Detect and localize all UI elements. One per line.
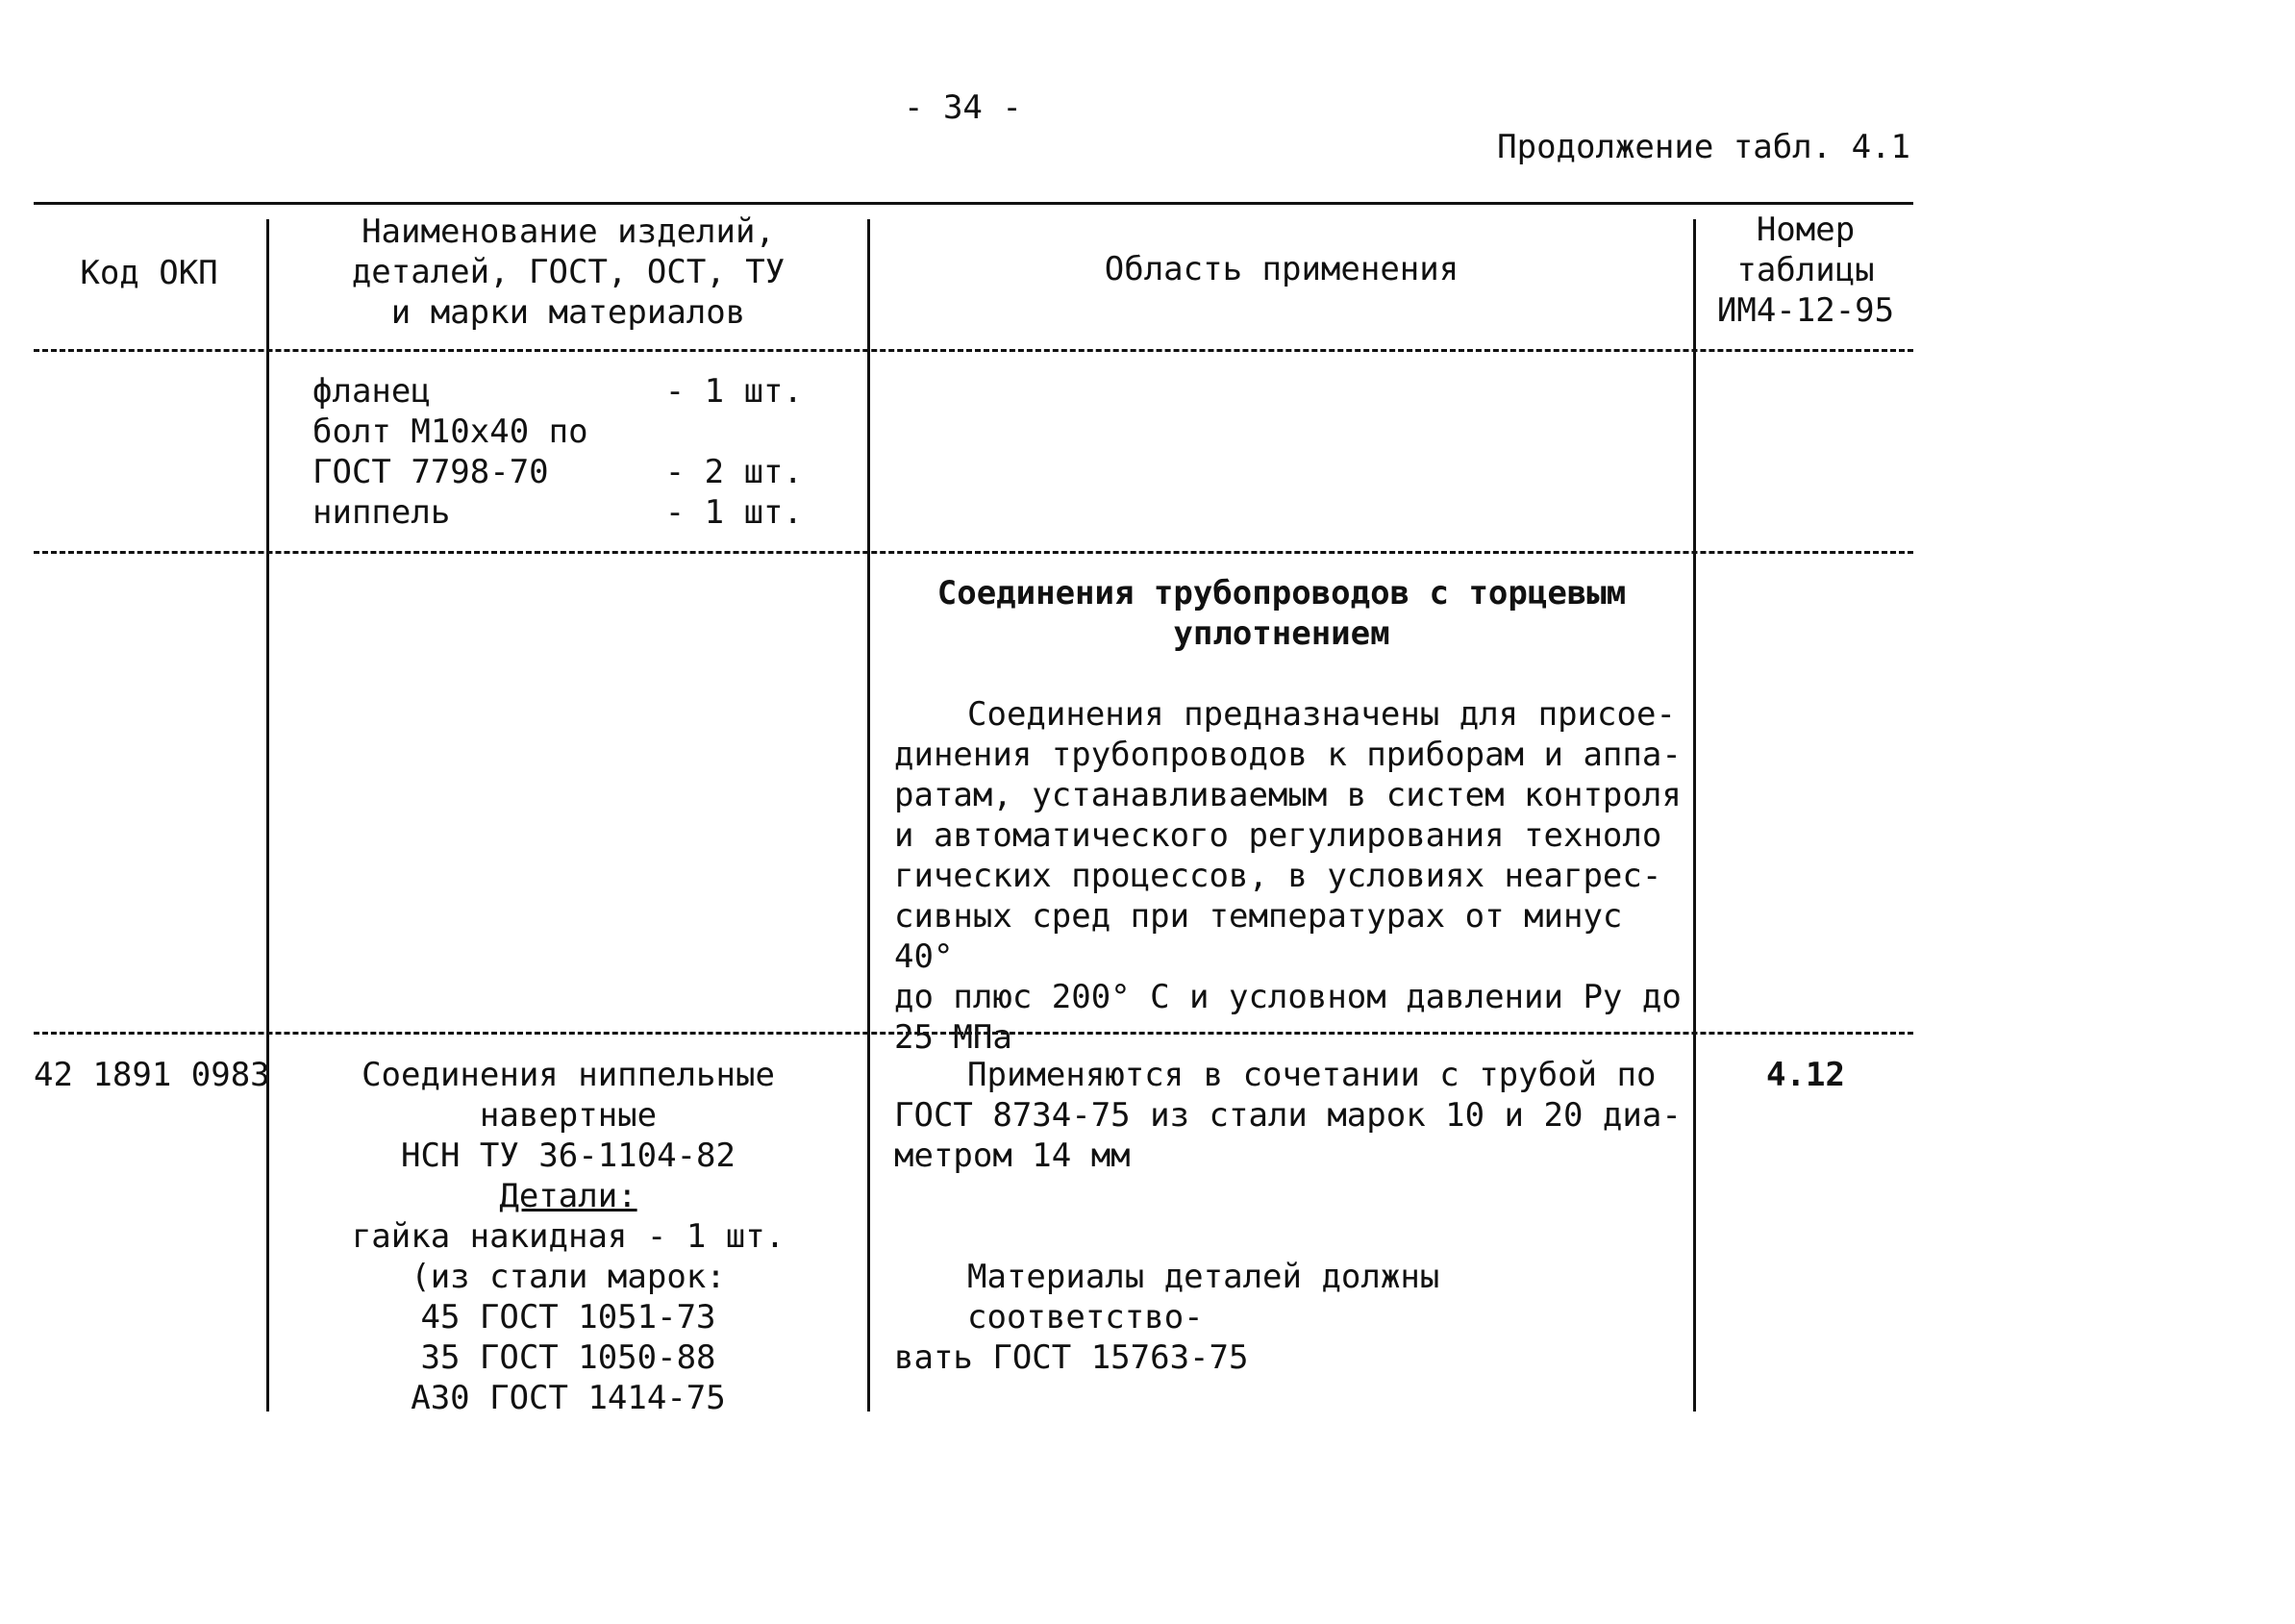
product-name-line: Соединения ниппельные (362, 1056, 775, 1094)
detail-line: (из стали марок: (411, 1258, 726, 1296)
row3-area (894, 1055, 1683, 1176)
part-name: ниппель (312, 493, 451, 532)
description-line: 25 МПа (894, 1018, 1012, 1057)
part-qty: - 1 шт. (664, 493, 803, 532)
part-name: фланец (312, 372, 431, 411)
detail-line: 35 ГОСТ 1050-88 (420, 1338, 716, 1377)
area-line: метром 14 мм (894, 1137, 1131, 1175)
table-continuation-label: Продолжение табл. 4.1 (1497, 128, 1910, 166)
table-top-rule (34, 202, 1913, 205)
part-qty: - 1 шт. (664, 372, 803, 411)
page-number: - 34 - (904, 88, 1022, 127)
row3-name (271, 1055, 865, 1418)
list-item (312, 492, 803, 533)
product-name-line: навертные (479, 1096, 658, 1135)
description-line: сивных сред при температурах от минус 40° (894, 897, 1623, 976)
col-header-name-line: Наименование изделий, (362, 212, 775, 251)
row3-code (34, 1055, 270, 1095)
list-item (312, 412, 803, 452)
details-label: Детали: (499, 1177, 637, 1215)
section-heading (872, 573, 1691, 654)
detail-line: 45 ГОСТ 1051-73 (420, 1298, 716, 1337)
area-line: ГОСТ 8734-75 из стали марок 10 и 20 диа- (894, 1096, 1682, 1135)
part-name: болт М10x40 по (312, 412, 588, 451)
part-qty: - 2 шт. (664, 453, 803, 491)
col-header-name (271, 212, 865, 333)
col-header-code-text: Код ОКП (80, 254, 218, 292)
area-line: Материалы деталей должны соответство- (967, 1258, 1440, 1337)
detail-line: А30 ГОСТ 1414-75 (411, 1379, 726, 1417)
column-divider-1 (266, 219, 269, 1412)
area-line: вать ГОСТ 15763-75 (894, 1338, 1249, 1377)
part-name: ГОСТ 7798-70 (312, 453, 549, 491)
col-header-table-no-line: ИМ4-12-95 (1716, 291, 1895, 330)
detail-line: гайка накидная - 1 шт. (351, 1217, 786, 1256)
section-heading-line: Соединения трубопроводов с торцевым (936, 574, 1627, 612)
col-header-table-no-line: Номер (1756, 211, 1856, 249)
list-item (312, 371, 803, 412)
column-divider-2 (867, 219, 870, 1412)
list-item (312, 452, 803, 492)
description-line: динения трубопроводов к приборам и аппа- (894, 736, 1682, 774)
product-name-line: НСН ТУ 36-1104-82 (401, 1137, 736, 1175)
row1-separator (34, 551, 1913, 554)
col-header-area (872, 249, 1691, 289)
row3-table-no (1698, 1055, 1913, 1095)
section-heading-line: уплотнением (1173, 614, 1390, 653)
area-line: Применяются в сочетании с трубой по (967, 1056, 1657, 1094)
description-line: до плюс 200° С и условном давлении Ру до (894, 978, 1682, 1016)
col-header-area-text: Область применения (1104, 250, 1459, 288)
description-line: ратам, устанавливаемым в систем контроля (894, 776, 1682, 814)
row1-parts-list (312, 371, 803, 533)
col-header-name-line: деталей, ГОСТ, ОСТ, ТУ (351, 253, 786, 291)
description-line: и автоматического регулирования техноло (894, 816, 1662, 855)
header-row-separator (34, 349, 1913, 352)
col-header-code (34, 253, 264, 293)
col-header-table-no (1698, 210, 1913, 331)
col-header-table-no-line: таблицы (1736, 251, 1875, 289)
okp-code: 42 1891 0983 (34, 1056, 270, 1094)
col-header-name-line: и марки материалов (390, 293, 746, 332)
row3-area-materials (894, 1257, 1683, 1378)
table-number: 4.12 (1766, 1056, 1845, 1094)
description-line: гических процессов, в условиях неагрес- (894, 857, 1662, 895)
section-description (894, 694, 1683, 1058)
column-divider-3 (1693, 219, 1696, 1412)
description-line: Соединения предназначены для присое- (967, 695, 1676, 734)
